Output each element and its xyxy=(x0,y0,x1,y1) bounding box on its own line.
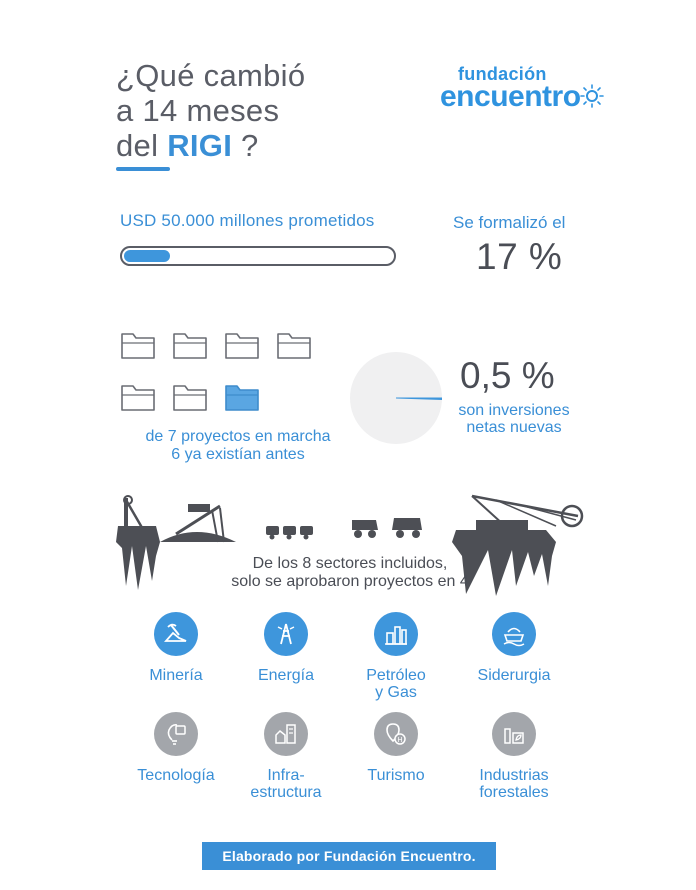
formalized-progress-fill xyxy=(124,250,170,262)
formalized-progress-bar xyxy=(120,246,396,266)
title-underline xyxy=(116,167,170,171)
new-investment-value: 0,5 % xyxy=(460,355,555,396)
projects-text xyxy=(118,428,358,464)
steel-icon xyxy=(492,612,536,656)
sector-label-line-1: Siderurgia xyxy=(477,667,551,684)
sector-label-line-1: Turismo xyxy=(367,767,425,784)
title-line-3-prefix: del xyxy=(116,128,168,163)
new-investment-line-2: netas nuevas xyxy=(466,419,562,436)
formalized-label: Se formalizó el xyxy=(453,213,566,232)
mine-carts-icon xyxy=(266,526,313,540)
sector-label-line-2: estructura xyxy=(250,784,322,801)
sectors-text xyxy=(200,555,500,591)
infrastructure-icon xyxy=(264,712,308,756)
sector-label-industrias-forestales xyxy=(449,767,579,801)
sector-label-line-1: Minería xyxy=(149,667,203,684)
sector-label-turismo xyxy=(331,767,461,784)
conveyor-icon xyxy=(160,504,236,542)
sector-label-petroleo xyxy=(331,667,461,701)
title-line-2: a 14 meses xyxy=(116,93,280,128)
folder-icon-existing-project xyxy=(224,330,260,360)
folder-icon-existing-project xyxy=(120,382,156,412)
svg-text:H: H xyxy=(397,736,403,744)
dump-trucks-icon xyxy=(352,518,422,538)
forestry-icon xyxy=(492,712,536,756)
title-line-3 xyxy=(116,128,376,163)
page-title xyxy=(116,58,376,163)
oil-gas-icon xyxy=(374,612,418,656)
sector-label-line-1: Energía xyxy=(257,667,315,684)
footer-credit: Elaborado por Fundación Encuentro. xyxy=(202,842,496,870)
fundacion-encuentro-logo xyxy=(440,64,610,112)
mine-headframe-icon xyxy=(116,496,160,590)
sector-label-line-2: y Gas xyxy=(375,684,417,701)
mining-icon xyxy=(154,612,198,656)
sector-label-line-1: Petróleo xyxy=(366,667,426,684)
sectors-line-2: solo se aprobaron proyectos en 4 xyxy=(231,573,469,590)
tourism-icon xyxy=(374,712,418,756)
projects-line-2: 6 ya existían antes xyxy=(171,446,305,463)
sector-label-siderurgia xyxy=(449,667,579,684)
projects-line-1: de 7 proyectos en marcha xyxy=(145,428,331,445)
new-investment-text xyxy=(440,402,588,436)
sectors-line-1: De los 8 sectores incluidos, xyxy=(252,555,448,572)
sector-label-line-1: Infra- xyxy=(267,767,305,784)
title-line-3-suffix: ? xyxy=(232,128,259,163)
folder-icon-existing-project xyxy=(172,330,208,360)
title-line-1: ¿Qué cambió xyxy=(116,58,306,93)
folder-icon-existing-project xyxy=(120,330,156,360)
folder-icon-new-project xyxy=(224,382,260,412)
sector-label-line-1: Tecnología xyxy=(137,767,215,784)
sun-icon xyxy=(580,84,604,108)
folder-icon-existing-project xyxy=(276,330,312,360)
energy-icon xyxy=(264,612,308,656)
sector-label-line-1: Industrias xyxy=(479,767,549,784)
sector-label-line-2: forestales xyxy=(479,784,549,801)
folder-icon-existing-project xyxy=(172,382,208,412)
promised-label: USD 50.000 millones prometidos xyxy=(120,211,375,230)
new-investment-pie xyxy=(350,352,442,444)
logo-line-1: fundación xyxy=(458,64,547,84)
technology-icon xyxy=(154,712,198,756)
title-highlight: RIGI xyxy=(167,128,233,163)
formalized-value: 17 % xyxy=(476,236,563,277)
logo-line-2: encuentro xyxy=(440,80,581,113)
new-investment-line-1: son inversiones xyxy=(458,402,570,419)
